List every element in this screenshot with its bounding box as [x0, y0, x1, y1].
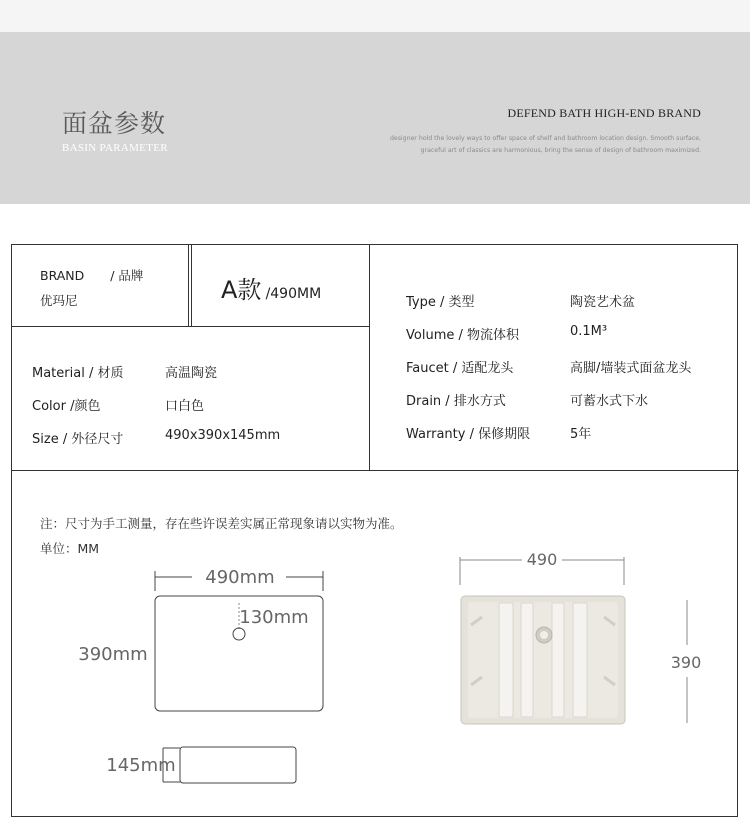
spec-material-value: 高温陶瓷 — [165, 366, 218, 381]
photo-width-label: 490 — [526, 550, 558, 569]
banner-desc-line-1: designer hold the lovely ways to offer space of shelf and bathroom location design. Smooth surface, — [389, 135, 701, 142]
width-dimension-label: 490mm — [205, 567, 275, 588]
spec-size-label: Size / 外径尺寸 — [32, 432, 124, 447]
spec-faucet-value: 高脚/墙装式面盆龙头 — [570, 361, 692, 376]
basin-photo-rib-2 — [521, 603, 533, 717]
top-strip — [0, 0, 750, 32]
header-banner — [0, 32, 750, 204]
model-name: A款 — [221, 276, 262, 304]
spec-volume-label: Volume / 物流体积 — [406, 328, 519, 343]
brand-value: 优玛尼 — [40, 293, 78, 308]
banner-brand-heading: DEFEND BATH HIGH-END BRAND — [507, 106, 701, 120]
basin-side-view — [180, 747, 296, 783]
spec-volume-value: 0.1M³ — [570, 324, 608, 339]
basin-photo-rib-4 — [573, 603, 587, 717]
spec-size-value: 490x390x145mm — [165, 428, 281, 443]
brand-label-cn: / 品牌 — [110, 268, 144, 283]
basin-photo-rib-3 — [552, 603, 564, 717]
spec-type-value: 陶瓷艺术盆 — [570, 295, 636, 310]
drain-dimension-label: 130mm — [239, 607, 309, 628]
basin-photo-rib-1 — [499, 603, 513, 717]
basin-photo-drain-center — [540, 631, 548, 639]
banner-desc-line-2: graceful art of classics are harmonious, bring the sense of design of bathroom maximized. — [420, 147, 701, 154]
spec-table — [11, 244, 738, 817]
brand-label-en: BRAND — [40, 268, 85, 283]
dimension-drawing — [12, 245, 739, 818]
depth-dimension-label: 390mm — [78, 644, 148, 665]
spec-material-label: Material / 材质 — [32, 366, 124, 381]
drain-hole — [233, 628, 245, 640]
spec-warranty-label: Warranty / 保修期限 — [406, 427, 531, 442]
model-size: /490MM — [265, 286, 322, 302]
banner-description — [381, 133, 701, 157]
parameter-section — [0, 204, 750, 820]
spec-faucet-label: Faucet / 适配龙头 — [406, 361, 514, 376]
photo-depth-label: 390 — [670, 653, 702, 672]
spec-color-label: Color /颜色 — [32, 399, 101, 414]
spec-warranty-value: 5年 — [570, 427, 592, 442]
basin-photo — [461, 596, 625, 724]
banner-title: 面盆参数 — [62, 109, 167, 138]
spec-type-label: Type / 类型 — [406, 295, 475, 310]
spec-color-value: 口白色 — [165, 399, 205, 414]
banner-subtitle: BASIN PARAMETER — [62, 142, 168, 154]
basin-photo-inner — [468, 602, 618, 718]
measurement-note: 注：尺寸为手工测量，存在些许误差实属正常现象请以实物为准。 — [40, 516, 403, 531]
unit-note: 单位：MM — [40, 541, 100, 556]
height-dimension-label: 145mm — [106, 755, 176, 776]
spec-drain-value: 可蓄水式下水 — [570, 394, 649, 409]
spec-drain-label: Drain / 排水方式 — [406, 394, 506, 409]
